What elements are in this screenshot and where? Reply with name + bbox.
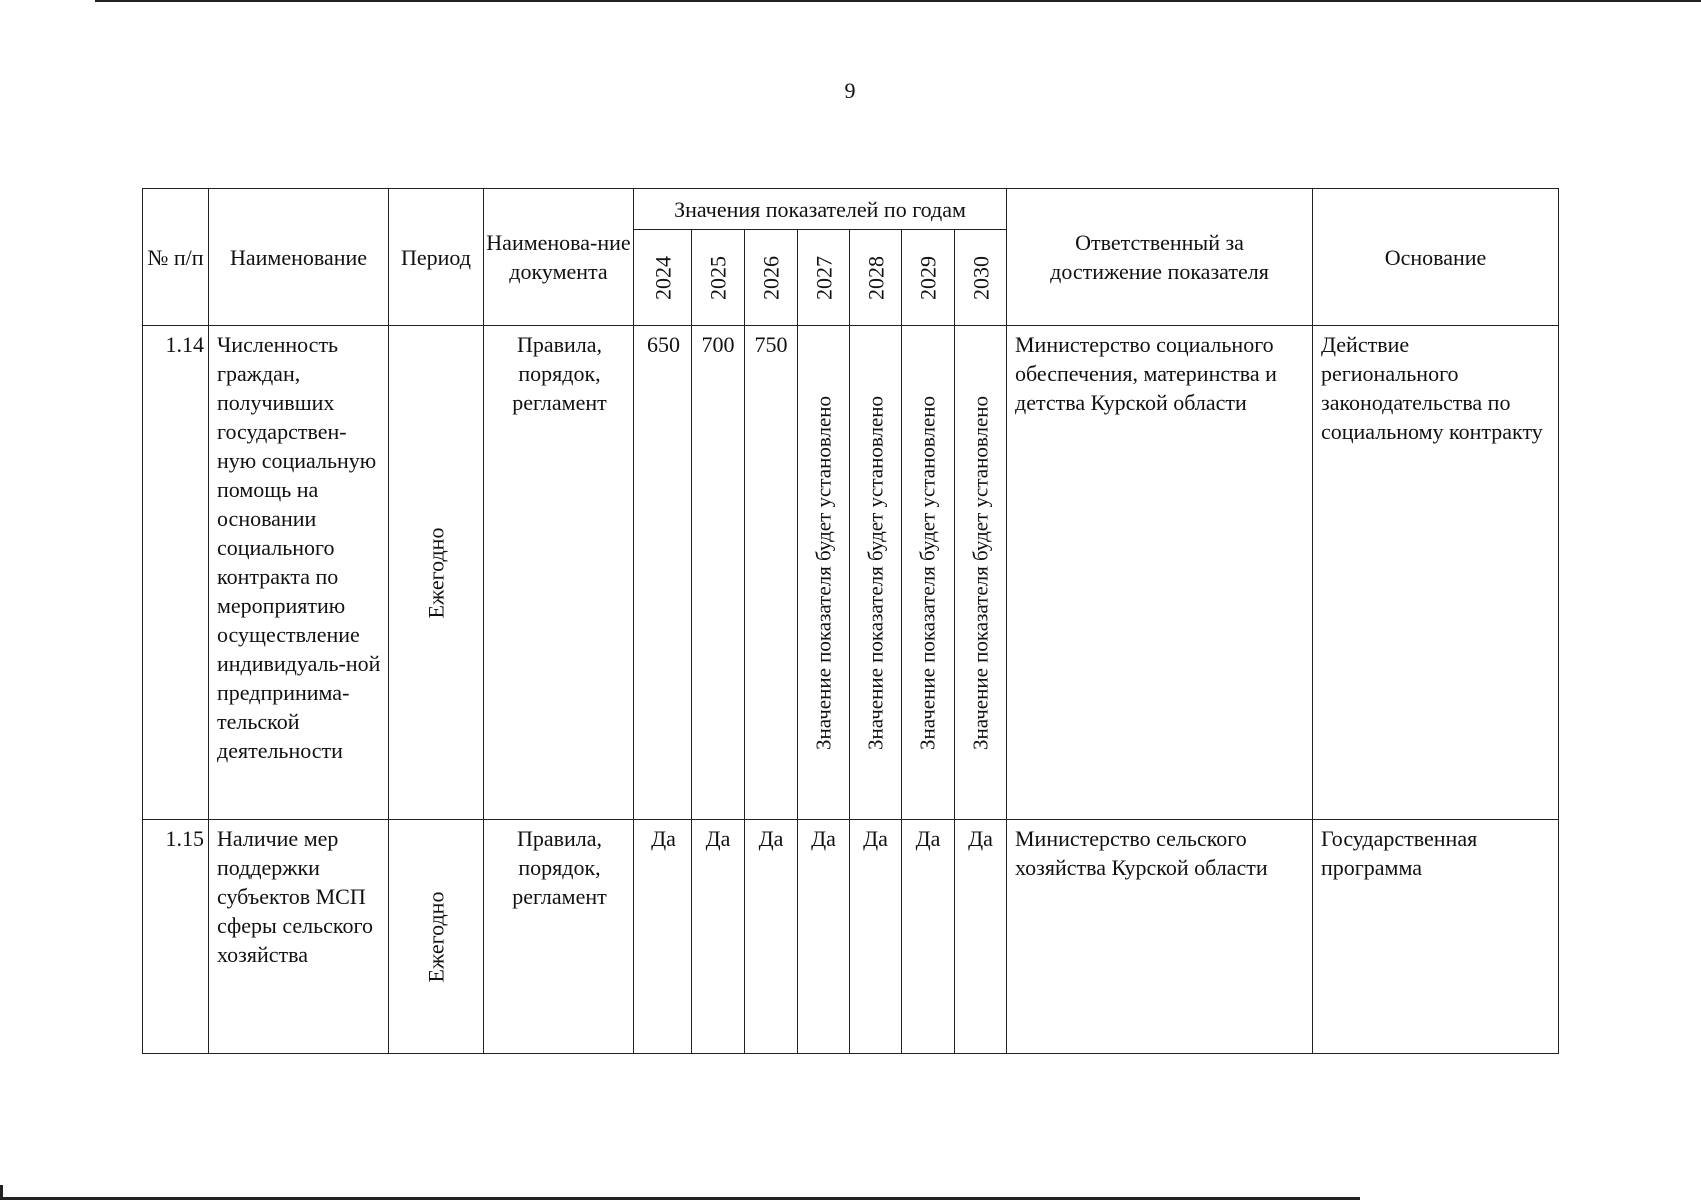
row-value-2028 xyxy=(850,326,902,820)
row-period xyxy=(389,820,484,1054)
year-label: 2024 xyxy=(650,255,675,300)
header-period: Период xyxy=(389,189,484,326)
row-responsible: Министерство социального обеспечения, материнства и детства Курской области xyxy=(1007,326,1313,820)
scan-edge-left xyxy=(0,1185,3,1200)
header-document: Наименова-ние документа xyxy=(484,189,634,326)
row-basis: Действие регионального законодательства по социальному контракту xyxy=(1313,326,1559,820)
year-label: 2028 xyxy=(863,255,888,300)
year-label: 2027 xyxy=(811,255,836,300)
table-header-row xyxy=(143,189,1559,230)
row-value-2024: Да xyxy=(634,820,692,1054)
row-value-2030: Да xyxy=(955,820,1007,1054)
row-basis: Государственная программа xyxy=(1313,820,1559,1054)
value-pending-label: Значение показателя будет установлено xyxy=(915,395,940,750)
header-year-2029 xyxy=(902,230,955,326)
row-value-2024: 650 xyxy=(634,326,692,820)
year-label: 2025 xyxy=(705,255,731,300)
row-num: 1.14 xyxy=(143,326,209,820)
header-num: № п/п xyxy=(143,189,209,326)
row-value-2029 xyxy=(902,326,955,820)
row-name: Наличие мер поддержки субъектов МСП сферы сельского хозяйства xyxy=(209,820,389,1054)
header-year-2030 xyxy=(955,230,1007,326)
header-year-2024 xyxy=(634,230,692,326)
value-pending-label: Значение показателя будет установлено xyxy=(811,395,835,750)
row-document: Правила, порядок, регламент xyxy=(484,326,634,820)
row-value-2029: Да xyxy=(902,820,955,1054)
period-label: Ежегодно xyxy=(423,891,449,982)
year-label: 2026 xyxy=(758,255,784,300)
header-basis: Основание xyxy=(1313,189,1559,326)
year-label: 2030 xyxy=(968,255,993,300)
scan-edge-top xyxy=(95,0,1701,2)
value-pending-label: Значение показателя будет установлено xyxy=(968,395,992,750)
row-value-2027: Да xyxy=(798,820,850,1054)
value-pending-label: Значение показателя будет установлено xyxy=(863,395,887,750)
header-year-2025 xyxy=(692,230,745,326)
page-number: 9 xyxy=(844,78,856,103)
row-period xyxy=(389,326,484,820)
header-values-by-year: Значения показателей по годам xyxy=(634,189,1007,230)
header-year-2028 xyxy=(850,230,902,326)
row-value-2027 xyxy=(798,326,850,820)
table-row xyxy=(143,820,1559,1054)
header-year-2026 xyxy=(745,230,798,326)
row-num: 1.15 xyxy=(143,820,209,1054)
row-name: Численность граждан, получивших государствен-ную социальную помощь на основании социального контракта по мероприятию осуществление индивидуаль-ной предпринима-тельской деятельности xyxy=(209,326,389,820)
row-value-2026: 750 xyxy=(745,326,798,820)
header-year-2027 xyxy=(798,230,850,326)
header-responsible: Ответственный за достижение показателя xyxy=(1007,189,1313,326)
row-value-2025: Да xyxy=(692,820,745,1054)
row-value-2025: 700 xyxy=(692,326,745,820)
header-name: Наименование xyxy=(209,189,389,326)
row-responsible: Министерство сельского хозяйства Курской области xyxy=(1007,820,1313,1054)
indicators-table xyxy=(142,188,1559,1054)
row-value-2026: Да xyxy=(745,820,798,1054)
row-value-2030 xyxy=(955,326,1007,820)
row-value-2028: Да xyxy=(850,820,902,1054)
row-document: Правила, порядок, регламент xyxy=(484,820,634,1054)
period-label: Ежегодно xyxy=(423,527,449,618)
year-label: 2029 xyxy=(915,255,941,300)
table-row xyxy=(143,326,1559,820)
